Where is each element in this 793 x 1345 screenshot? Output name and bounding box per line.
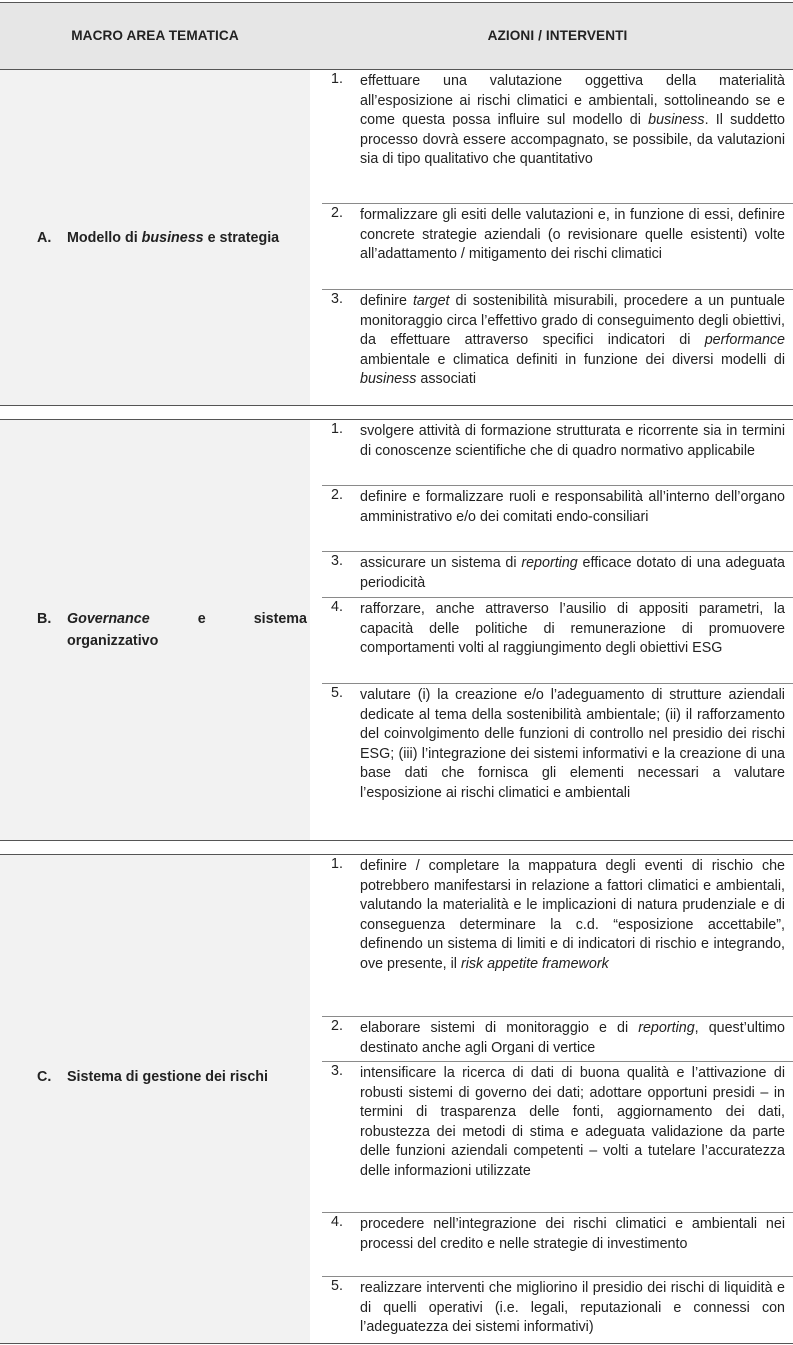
- item-text: intensificare la ricerca di dati di buona qualità e l’attivazione di robusti sistemi di governo dei dati; adottare opportuni presidi – in termini di trasparenza delle fonti, aggiornamento dei dati, robustezza dei metodi di stima e adeguata validazione da parte delle funzioni aziendali competenti – volti a tutelare l’accuratezza delle informazioni utilizzate: [360, 1065, 785, 1179]
- item-number: 4.: [331, 1214, 343, 1230]
- header-macro-area: MACRO AREA TEMATICA: [71, 28, 239, 43]
- item-text: rafforzare, anche attraverso l’ausilio di appositi parametri, la capacità delle politiche di remunerazione di promuovere comportamenti volti al raggiungimento degli obiettivi ESG: [360, 601, 785, 656]
- area-title-part: e strategia: [203, 230, 280, 246]
- macro-area-cell: [0, 70, 310, 405]
- macro-area-cell: [0, 420, 310, 840]
- header-azioni: AZIONI / INTERVENTI: [487, 28, 628, 43]
- area-title: [37, 227, 307, 249]
- list-item: [322, 1017, 793, 1062]
- list-item: [322, 1062, 793, 1213]
- list-item: [322, 1277, 793, 1343]
- list-item: [322, 552, 793, 598]
- item-text: realizzare interventi che migliorino il presidio dei rischi di liquidità e di quelli operativi (i.e. legali, reputazionali e connessi con l’adeguatezza dei sistemi informativi): [360, 1280, 785, 1335]
- list-item: [322, 598, 793, 684]
- item-number: 2.: [331, 1018, 343, 1034]
- item-number: 3.: [331, 553, 343, 569]
- area-title-part: organizzativo: [67, 633, 159, 649]
- area-title-part: sistema: [253, 611, 307, 627]
- list-item: [322, 420, 793, 486]
- area-title: [37, 1066, 307, 1088]
- actions-list: [322, 70, 793, 405]
- divider: [0, 1343, 793, 1344]
- item-number: 5.: [331, 1278, 343, 1294]
- item-number: 2.: [331, 205, 343, 221]
- item-text: effettuare una valutazione oggettiva della materialità all’esposizione ai rischi climatici e ambientali, sottolineando se e come questa possa influire sul modello di business. Il suddetto processo dovrà essere accompagnato, se possibile, da valutazioni sia di tipo qualitativo che quantitativo: [360, 73, 785, 167]
- macro-area-cell: [0, 855, 310, 1343]
- item-text: procedere nell’integrazione dei rischi climatici e ambientali nei processi del credito e nelle strategie di investimento: [360, 1216, 785, 1252]
- item-number: 1.: [331, 71, 343, 87]
- item-text: svolgere attività di formazione strutturata e ricorrente sia in termini di conoscenze scientifiche che di quadro normativo applicabile: [360, 423, 785, 459]
- item-number: 1.: [331, 856, 343, 872]
- table-header: [0, 2, 793, 70]
- section-b: [0, 420, 793, 840]
- list-item: [322, 855, 793, 1017]
- area-letter: C.: [37, 1069, 52, 1085]
- list-item: [322, 684, 793, 840]
- list-item: [322, 70, 793, 204]
- item-number: 2.: [331, 487, 343, 503]
- list-item: [322, 204, 793, 290]
- item-number: 3.: [331, 1063, 343, 1079]
- item-text: valutare (i) la creazione e/o l’adeguamento di strutture aziendali dedicate al tema della sostenibilità ambientale; (ii) il rafforzamento del coinvolgimento delle funzioni di controllo nel presidio dei rischi ESG; (iii) l’integrazione dei sistemi informativi e la creazione di una base dati che fornisca gli elementi necessari a valutare l’esposizione ai rischi climatici e ambientali: [360, 687, 785, 801]
- area-title-part: e: [197, 611, 206, 627]
- item-text: definire e formalizzare ruoli e responsabilità all’interno dell’organo amministrativo e/o dei comitati endo-consiliari: [360, 489, 785, 525]
- section-a: [0, 70, 793, 405]
- area-letter: B.: [37, 611, 52, 627]
- item-text: elaborare sistemi di monitoraggio e di reporting, quest’ultimo destinato anche agli Organi di vertice: [360, 1020, 785, 1056]
- area-title-emphasis: Governance: [67, 611, 150, 627]
- area-title-part: Modello di: [67, 230, 142, 246]
- actions-list: [322, 855, 793, 1343]
- item-text: definire / completare la mappatura degli eventi di rischio che potrebbero manifestarsi in relazione a fattori climatici e ambientali, valutando la materialità e le implicazioni di natura prudenziale e di conseguenza determinare la c.d. “esposizione accettabile”, definendo un sistema di limiti e di indicatori di rischio e integrando, ove presente, il risk appetite framework: [360, 858, 785, 972]
- item-number: 5.: [331, 685, 343, 701]
- list-item: [322, 290, 793, 405]
- actions-list: [322, 420, 793, 840]
- list-item: [322, 486, 793, 552]
- list-item: [322, 1213, 793, 1277]
- area-title-part: Sistema di gestione dei rischi: [67, 1069, 269, 1085]
- item-number: 3.: [331, 291, 343, 307]
- section-c: [0, 855, 793, 1343]
- divider: [0, 405, 793, 406]
- area-title: [37, 608, 307, 652]
- divider: [0, 840, 793, 841]
- area-title-emphasis: business: [141, 230, 204, 246]
- item-text: assicurare un sistema di reporting efficace dotato di una adeguata periodicità: [360, 555, 785, 591]
- item-text: formalizzare gli esiti delle valutazioni e, in funzione di essi, definire concrete strategie aziendali (o revisionare quelle esistenti) volte all’adattamento / mitigamento dei rischi climatici: [360, 207, 785, 262]
- item-number: 1.: [331, 421, 343, 437]
- item-text: definire target di sostenibilità misurabili, procedere a un puntuale monitoraggio circa l’effettivo grado di conseguimento degli obiettivi, da effettuare attraverso specifici indicatori di performance ambientale e climatica definiti in funzione dei diversi modelli di business associati: [360, 293, 785, 387]
- item-number: 4.: [331, 599, 343, 615]
- area-letter: A.: [37, 230, 52, 246]
